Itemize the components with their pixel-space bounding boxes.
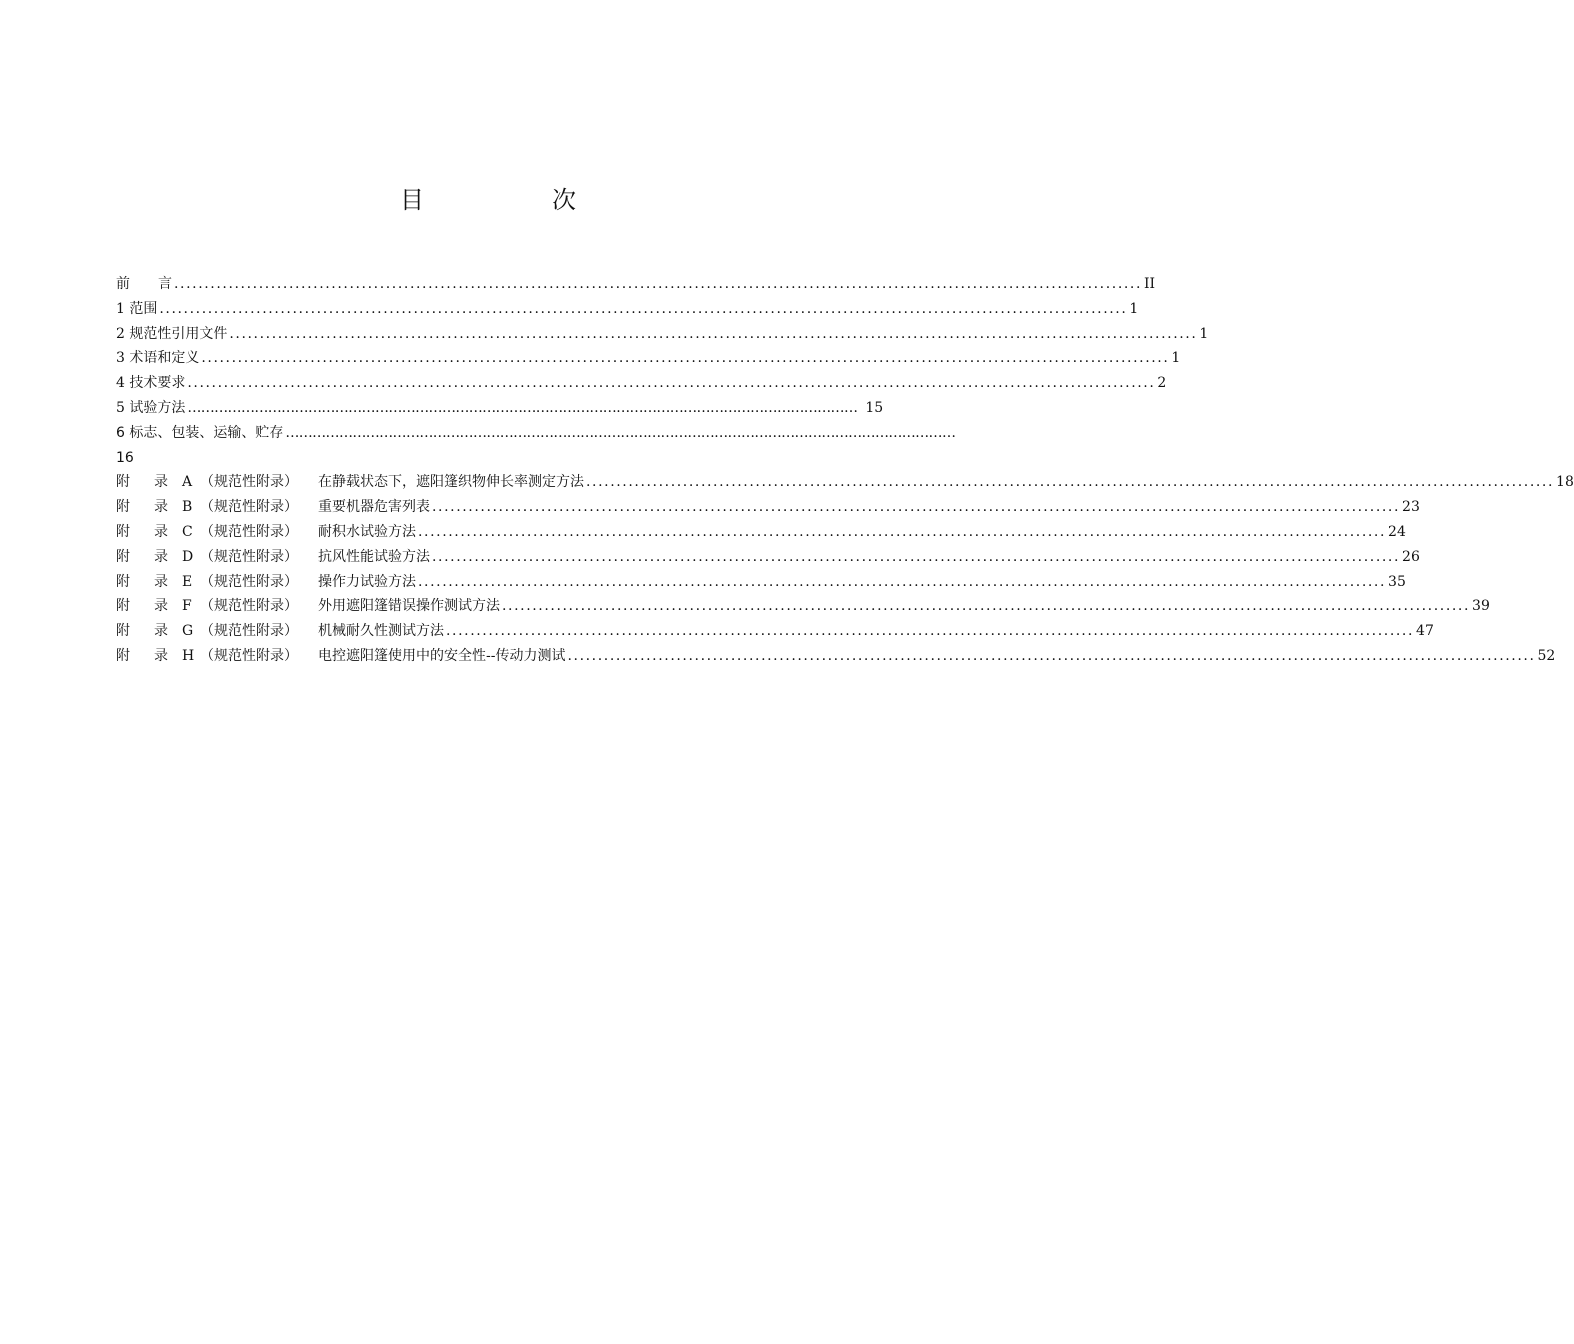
appendix-title: 机械耐久性测试方法 [318,623,444,640]
toc-entry-appendix-a[interactable] [116,470,1574,495]
dot-leader: ................................................................................................................................................................ [418,523,1387,540]
toc-page-number: 1 [1199,325,1209,342]
dot-leader: ................................................................................................................................................................ [159,300,1128,317]
appendix-word: 录 [154,598,168,615]
appendix-word: 附 [116,598,130,615]
toc-entry-label: 前 言 [116,276,172,292]
appendix-label [116,520,416,545]
appendix-word: 录 [154,474,168,491]
appendix-title: 外用遮阳篷错误操作测试方法 [318,598,500,615]
appendix-word: 附 [116,647,130,664]
toc-page-number: 52 [1537,647,1556,664]
toc-entry-appendix-c[interactable] [116,520,1406,545]
toc-entry-label: 6 标志、包装、运输、贮存 [116,424,284,441]
toc-entry-marking-packaging[interactable] [116,421,956,446]
toc-entry-label: 5 试验方法 [116,399,186,416]
dot-leader: ................................................................................................................................................................ [446,623,1415,640]
toc-entry-foreword[interactable] [116,272,1156,297]
toc-page-number: 39 [1472,598,1490,615]
appendix-title: 抗风性能试验方法 [318,548,430,565]
appendix-word: 附 [116,623,130,640]
appendix-letter: G [182,623,194,640]
appendix-kind: （规范性附录） [200,573,298,590]
table-of-contents [116,272,1574,669]
toc-page-number: 1 [1171,350,1181,367]
appendix-word: 附 [116,474,130,491]
dot-leader: ................................................................................................................................................................ [432,548,1401,565]
toc-page-number: 2 [1157,375,1167,392]
appendix-title: 在静载状态下，遮阳篷织物伸长率测定方法 [318,474,584,491]
toc-entry-appendix-g[interactable] [116,619,1434,644]
toc-page-number-wrapped: 16 [116,449,134,466]
appendix-kind: （规范性附录） [200,647,298,664]
dot-leader: ................................................................................................................................................................ [201,350,1170,367]
toc-entry-appendix-h[interactable] [116,644,1556,669]
toc-entry-appendix-f[interactable] [116,594,1490,619]
dot-leader: …………………………………………………………………………………………………………………………………… [285,424,956,441]
toc-entry-label: 1 范围 [116,300,158,317]
appendix-word: 附 [116,548,130,565]
toc-entry-label: 2 规范性引用文件 [116,325,228,342]
toc-page-number: 26 [1402,548,1420,565]
appendix-title: 电控遮阳篷使用中的安全性--传动力测试 [318,647,566,664]
toc-page-number: 47 [1416,623,1434,640]
appendix-word: 录 [154,548,168,565]
appendix-word: 录 [154,523,168,540]
toc-entry-scope[interactable] [116,297,1139,322]
dot-leader: ................................................................................................................................................................ [586,474,1555,491]
toc-page-number: 24 [1388,523,1406,540]
dot-leader: ................................................................................................................................................................ [567,647,1536,664]
toc-entry-normative-references[interactable] [116,322,1209,347]
appendix-word: 录 [154,499,168,516]
dot-leader: ................................................................................................................................................................ [229,325,1198,342]
appendix-word: 附 [116,523,130,540]
appendix-kind: （规范性附录） [200,523,298,540]
toc-entry-appendix-b[interactable] [116,495,1420,520]
appendix-word: 录 [154,623,168,640]
appendix-title: 耐积水试验方法 [318,523,416,540]
toc-page-number: 23 [1402,499,1420,516]
appendix-kind: （规范性附录） [200,474,298,491]
appendix-label [116,570,416,595]
appendix-label [116,495,430,520]
dot-leader: ................................................................................................................................................................ [502,598,1471,615]
dot-leader: ................................................................................................................................................................ [432,499,1401,516]
toc-entry-terms[interactable] [116,346,1181,371]
appendix-label [116,619,444,644]
toc-page-number: 15 [865,399,884,416]
toc-entry-label: 4 技术要求 [116,375,186,392]
toc-page-number: 18 [1556,474,1574,491]
appendix-letter: E [182,573,193,590]
appendix-letter: C [182,523,193,540]
appendix-kind: （规范性附录） [200,548,298,565]
dot-leader: …………………………………………………………………………………………………………………………………… [187,399,858,416]
toc-page-number: II [1144,276,1156,292]
appendix-letter: A [182,474,193,491]
appendix-letter: D [182,548,194,565]
toc-title: 目 次 [400,186,628,214]
appendix-word: 附 [116,573,130,590]
appendix-letter: F [182,598,192,615]
appendix-kind: （规范性附录） [200,598,298,615]
appendix-label [116,594,500,619]
dot-leader: ................................................................................................................................................................ [418,573,1387,590]
appendix-title: 操作力试验方法 [318,573,416,590]
dot-leader: ................................................................................................................................................................ [187,375,1156,392]
toc-entry-appendix-d[interactable] [116,545,1420,570]
appendix-label [116,470,584,495]
toc-page-number: 35 [1388,573,1406,590]
appendix-word: 附 [116,499,130,516]
appendix-title: 重要机器危害列表 [318,499,430,516]
dot-leader: ................................................................................................................................................................ [174,276,1143,292]
toc-page-number: 1 [1129,300,1139,317]
toc-entry-appendix-e[interactable] [116,570,1406,595]
toc-entry-label: 3 术语和定义 [116,350,200,367]
appendix-label [116,644,565,669]
toc-entry-technical-requirements[interactable] [116,371,1167,396]
appendix-word: 录 [154,647,168,664]
appendix-word: 录 [154,573,168,590]
appendix-label [116,545,430,570]
appendix-kind: （规范性附录） [200,623,298,640]
appendix-kind: （规范性附录） [200,499,298,516]
toc-entry-test-methods[interactable] [116,396,884,421]
appendix-letter: B [182,499,193,516]
appendix-letter: H [182,647,195,664]
